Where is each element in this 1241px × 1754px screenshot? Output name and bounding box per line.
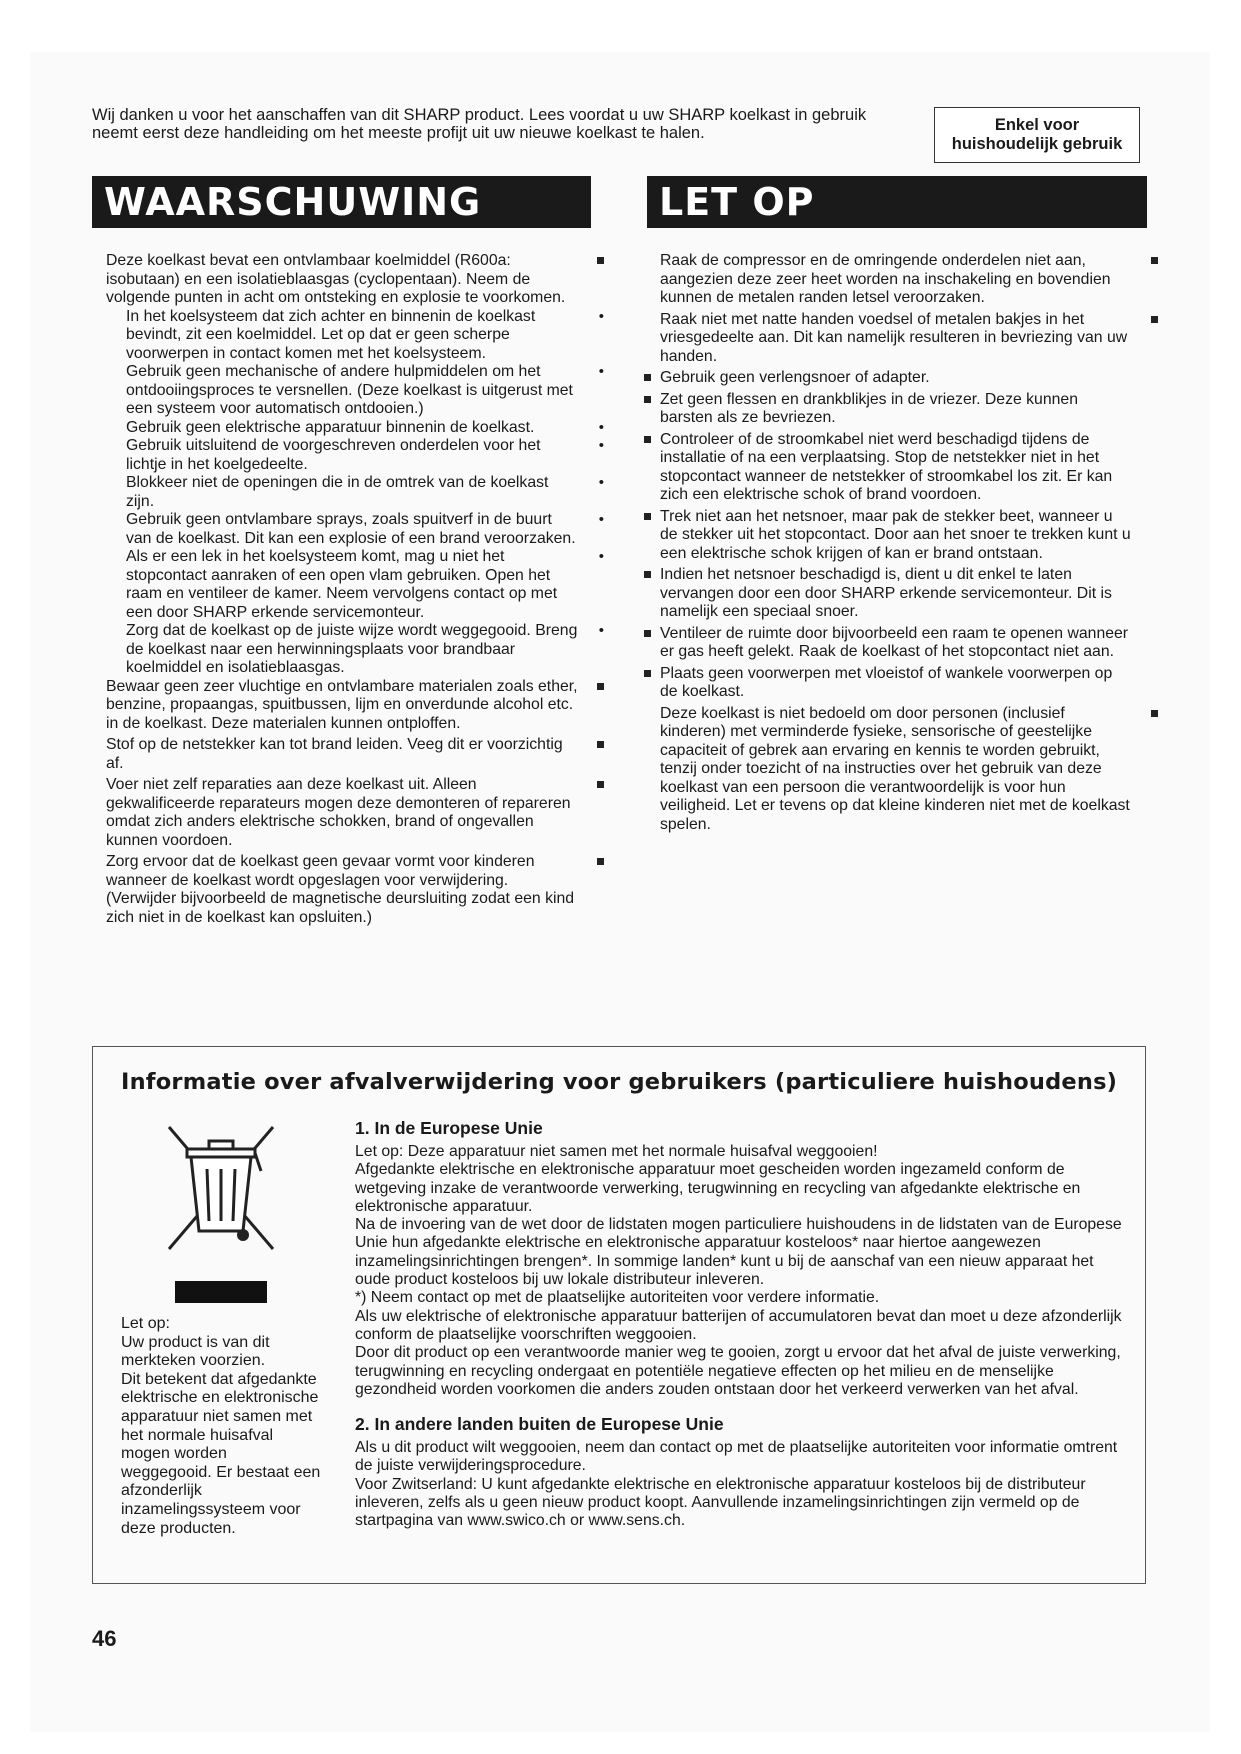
- caution-item-text: Controleer of de stroomkabel niet werd beschadigd tijdens de installatie of na een verplaatsing. Stop de netstekker niet in het stopcontact wanneer de netstekker of stroomkabel los zit. Er kan zich een elektrische schok of brand voordoen.: [660, 430, 1113, 503]
- dot-bullet-icon: •: [598, 418, 604, 436]
- eu-heading: 1. In de Europese Unie: [355, 1118, 543, 1138]
- caution-item: [660, 705, 1150, 835]
- eu-paragraph: Na de invoering van de wet door de lidstaten mogen particuliere huishoudens in de lidstaten van de Europese Unie hun afgedankte elektrische en elektronische apparatuur kosteloos* naar hiertoe aangewezen inzamelingsinrichtingen brengen*. In sommige landen* kunt u bij de aanschaf van een nieuw apparaat het oude product kosteloos bij uw lokale distributeur inleveren.: [355, 1216, 1122, 1289]
- warning-subitem: [106, 437, 604, 474]
- other-paragraph: Als u dit product wilt weggooien, neem dan contact op met de plaatselijke autoriteiten voor informatie omtrent de juiste verwijderingsprocedure.: [355, 1439, 1118, 1475]
- page-number: 46: [92, 1626, 117, 1651]
- square-bullet-icon: [597, 741, 604, 748]
- badge-line-1: Enkel voor: [994, 116, 1080, 134]
- warning-item: [106, 736, 596, 773]
- warning-subitem-text: Gebruik geen mechanische of andere hulpmiddelen om het ontdooiingsproces te versnellen. (Deze koelkast is uitgerust met een systeem voor automatisch ontdooien.): [126, 363, 573, 417]
- square-bullet-icon: [644, 396, 651, 403]
- caution-column: [660, 252, 1150, 834]
- caution-item: [660, 369, 1150, 388]
- warning-item: [106, 776, 596, 850]
- warning-item-text: Zorg ervoor dat de koelkast geen gevaar vormt voor kinderen wanneer de koelkast wordt opgeslagen voor verwijdering. (Verwijder bijvoorbeeld de magnetische deursluiting zodat een kind zich niet in de koelkast kan opsluiten.): [106, 853, 575, 926]
- warning-subitem-text: Gebruik geen ontvlambare sprays, zoals spuitverf in de buurt van de koelkast. Dit kan een explosie of een brand veroorzaken.: [126, 511, 576, 547]
- square-bullet-icon: [644, 374, 651, 381]
- square-bullet-icon: [597, 257, 604, 264]
- warning-subitem-text: Zorg dat de koelkast op de juiste wijze wordt weggegooid. Breng de koelkast naar een herwinningsplaats voor brandbaar koelmiddel en isolatieblaasgas.: [126, 622, 578, 676]
- caution-item: [660, 311, 1150, 367]
- dot-bullet-icon: •: [598, 363, 604, 380]
- square-bullet-icon: [644, 436, 651, 443]
- dot-bullet-icon: •: [598, 474, 604, 491]
- warning-subitem: [106, 363, 604, 419]
- dot-bullet-icon: •: [598, 548, 604, 565]
- square-bullet-icon: [644, 571, 651, 578]
- warning-item-text: Deze koelkast bevat een ontvlambaar koelmiddel (R600a: isobutaan) en een isolatieblaasgas (cyclopentaan). Neem de volgende punten in acht om ontsteking en explosie te voorkomen.: [106, 252, 566, 306]
- caution-item: [660, 252, 1150, 308]
- warning-subitem: [106, 548, 604, 622]
- household-use-badge: [934, 107, 1140, 163]
- warning-subitem: [106, 622, 604, 678]
- caution-heading: LET OP: [647, 176, 1147, 228]
- caution-item-text: Deze koelkast is niet bedoeld om door personen (inclusief kinderen) met verminderde fysieke, sensorische of geestelijke capaciteit of gebrek aan ervaring en kennis te worden gebruikt, tenzij onder toezicht of na instructies over het gebruik van deze koelkast van een persoon die verantwoordelijk is voor hun veiligheid. Let er tevens op dat kleine kinderen niet met de koelkast spelen.: [660, 704, 1130, 833]
- other-countries-heading: 2. In andere landen buiten de Europese Unie: [355, 1414, 724, 1435]
- warning-subitem-text: In het koelsysteem dat zich achter en binnenin de koelkast bevindt, zit een koelmiddel. Let op dat er geen scherpe voorwerpen in contact komen met het koelsysteem.: [126, 307, 536, 362]
- warning-subitem: [106, 511, 604, 548]
- intro-text: Wij danken u voor het aanschaffen van dit SHARP product. Lees voordat u uw SHARP koelkast in gebruik neemt eerst deze handleiding om het meeste profijt uit uw nieuwe koelkast te halen.: [92, 106, 867, 142]
- caution-item-text: Plaats geen voorwerpen met vloeistof of wankele voorwerpen op de koelkast.: [660, 664, 1113, 700]
- square-bullet-icon: [597, 858, 604, 865]
- warning-subitem-text: Gebruik geen elektrische apparatuur binnenin de koelkast.: [126, 418, 535, 436]
- warning-subitem-text: Als er een lek in het koelsysteem komt, mag u niet het stopcontact aanraken of een open vlam gebruiken. Open het raam en ventileer de kamer. Neem vervolgens contact op met een door SHARP erkende servicemonteur.: [126, 548, 558, 621]
- caution-item: [660, 508, 1150, 564]
- caution-item-text: Raak niet met natte handen voedsel of metalen bakjes in het vriesgedeelte aan. Dit kan namelijk resulteren in bevriezing van uw handen.: [660, 310, 1128, 365]
- warning-item: [106, 853, 596, 927]
- crossed-out-wheelie-bin-icon: [161, 1121, 281, 1321]
- caution-item: [660, 625, 1150, 662]
- note-line: Dit betekent dat afgedankte elektrische en elektronische apparatuur niet samen met het normale huisafval mogen worden weggegooid. Er bestaat een afzonderlijk inzamelingssysteem voor deze producten.: [121, 1370, 321, 1537]
- dot-bullet-icon: •: [598, 622, 604, 639]
- square-bullet-icon: [644, 513, 651, 520]
- warning-subitem: [106, 474, 604, 511]
- square-bullet-icon: [597, 781, 604, 788]
- eu-paragraph: Door dit product op een verantwoorde manier weg te gooien, zorgt u ervoor dat het afval de juiste verwerking, terugwinning en recycling ondergaat en potentiële negatieve effecten op het milieu en de menselijke gezondheid worden voorkomen die anders zouden ontstaan door het verkeerd verwerken van het afval.: [355, 1344, 1121, 1398]
- square-bullet-icon: [597, 683, 604, 690]
- disposal-title: Informatie over afvalverwijdering voor gebruikers (particuliere huishoudens): [121, 1069, 1118, 1095]
- note-label: Let op:: [121, 1315, 170, 1332]
- warning-item-text: Voer niet zelf reparaties aan deze koelkast uit. Alleen gekwalificeerde reparateurs mogen deze demonteren of repareren omdat zich anders elektrische schokken, brand of ongevallen kunnen voordoen.: [106, 776, 571, 849]
- warning-subitem-text: Blokkeer niet de openingen die in de omtrek van de koelkast zijn.: [126, 474, 549, 510]
- warning-item-text: Stof op de netstekker kan tot brand leiden. Veeg dit er voorzichtig af.: [106, 736, 563, 772]
- dot-bullet-icon: •: [598, 307, 604, 325]
- eu-paragraph: Als uw elektrische of elektronische apparatuur batterijen of accumulatoren bevat dan moet u deze afzonderlijk conform de plaatselijke voorschriften weggooien.: [355, 1307, 1122, 1343]
- badge-line-2: huishoudelijk gebruik: [951, 135, 1123, 153]
- square-bullet-icon: [644, 670, 651, 677]
- eu-paragraph: Let op: Deze apparatuur niet samen met het normale huisafval weggooien!: [355, 1143, 878, 1160]
- dot-bullet-icon: •: [598, 511, 604, 528]
- caution-item: [660, 391, 1150, 428]
- warning-item: [106, 252, 596, 308]
- caution-item-text: Indien het netsnoer beschadigd is, dient u dit enkel te laten vervangen door een door SHARP erkende servicemonteur. Dit is namelijk een speciaal snoer.: [660, 566, 1112, 620]
- caution-item: [660, 431, 1150, 505]
- disposal-info-box: [92, 1046, 1146, 1584]
- caution-item: [660, 566, 1150, 622]
- warning-item: [106, 678, 596, 734]
- square-bullet-icon: [1151, 257, 1158, 264]
- warning-item-text: Bewaar geen zeer vluchtige en ontvlambare materialen zoals ether, benzine, propaangas, spuitbussen, lijm en onverdunde alcohol etc. in de koelkast. Deze materialen kunnen ontploffen.: [106, 677, 578, 732]
- other-paragraph: Voor Zwitserland: U kunt afgedankte elektrische en elektronische apparatuur kosteloos bij de distributeur inleveren, zelfs als u geen nieuw product koopt. Aanvullende inzamelingsinrichtingen zijn vermeld op de startpagina van www.swico.ch or www.sens.ch.: [355, 1475, 1086, 1530]
- warning-column: [106, 252, 604, 927]
- warning-heading: WAARSCHUWING: [92, 176, 591, 228]
- caution-item: [660, 665, 1150, 702]
- caution-item-text: Ventileer de ruimte door bijvoorbeeld een raam te openen wanneer er gas heeft gelekt. Raak de koelkast of het stopcontact niet aan.: [660, 624, 1129, 660]
- warning-subitem: [106, 307, 604, 364]
- eu-paragraph: Afgedankte elektrische en elektronische apparatuur moet gescheiden worden ingezameld conform de wetgeving inzake de verantwoorde verwerking, terugwinning en recycling van afgedankte elektrische en elektronische apparatuur.: [355, 1161, 1081, 1215]
- warning-subitem: [106, 418, 604, 438]
- caution-item-text: Trek niet aan het netsnoer, maar pak de stekker beet, wanneer u de stekker uit het stopcontact. Door aan het snoer te trekken kunt u een elektrische schok krijgen of kan er brand ontstaan.: [660, 507, 1131, 562]
- caution-item-text: Raak de compressor en de omringende onderdelen niet aan, aangezien deze zeer heet worden na inschakeling en bovendien kunnen de metalen randen letsel veroorzaken.: [660, 252, 1111, 306]
- eu-paragraph: *) Neem contact op met de plaatselijke autoriteiten voor verdere informatie.: [355, 1289, 880, 1307]
- square-bullet-icon: [644, 630, 651, 637]
- symbol-note: [121, 1315, 321, 1538]
- square-bullet-icon: [1151, 316, 1158, 323]
- disposal-text: [355, 1117, 1125, 1531]
- caution-item-text: Gebruik geen verlengsnoer of adapter.: [660, 369, 930, 386]
- caution-item-text: Zet geen flessen en drankblikjes in de vriezer. Deze kunnen barsten als ze bevriezen.: [660, 390, 1078, 426]
- note-line: Uw product is van dit merkteken voorzien.: [121, 1333, 270, 1370]
- square-bullet-icon: [1151, 710, 1158, 717]
- warning-subitem-text: Gebruik uitsluitend de voorgeschreven onderdelen voor het lichtje in het koelgedeelte.: [126, 437, 541, 473]
- dot-bullet-icon: •: [598, 437, 604, 454]
